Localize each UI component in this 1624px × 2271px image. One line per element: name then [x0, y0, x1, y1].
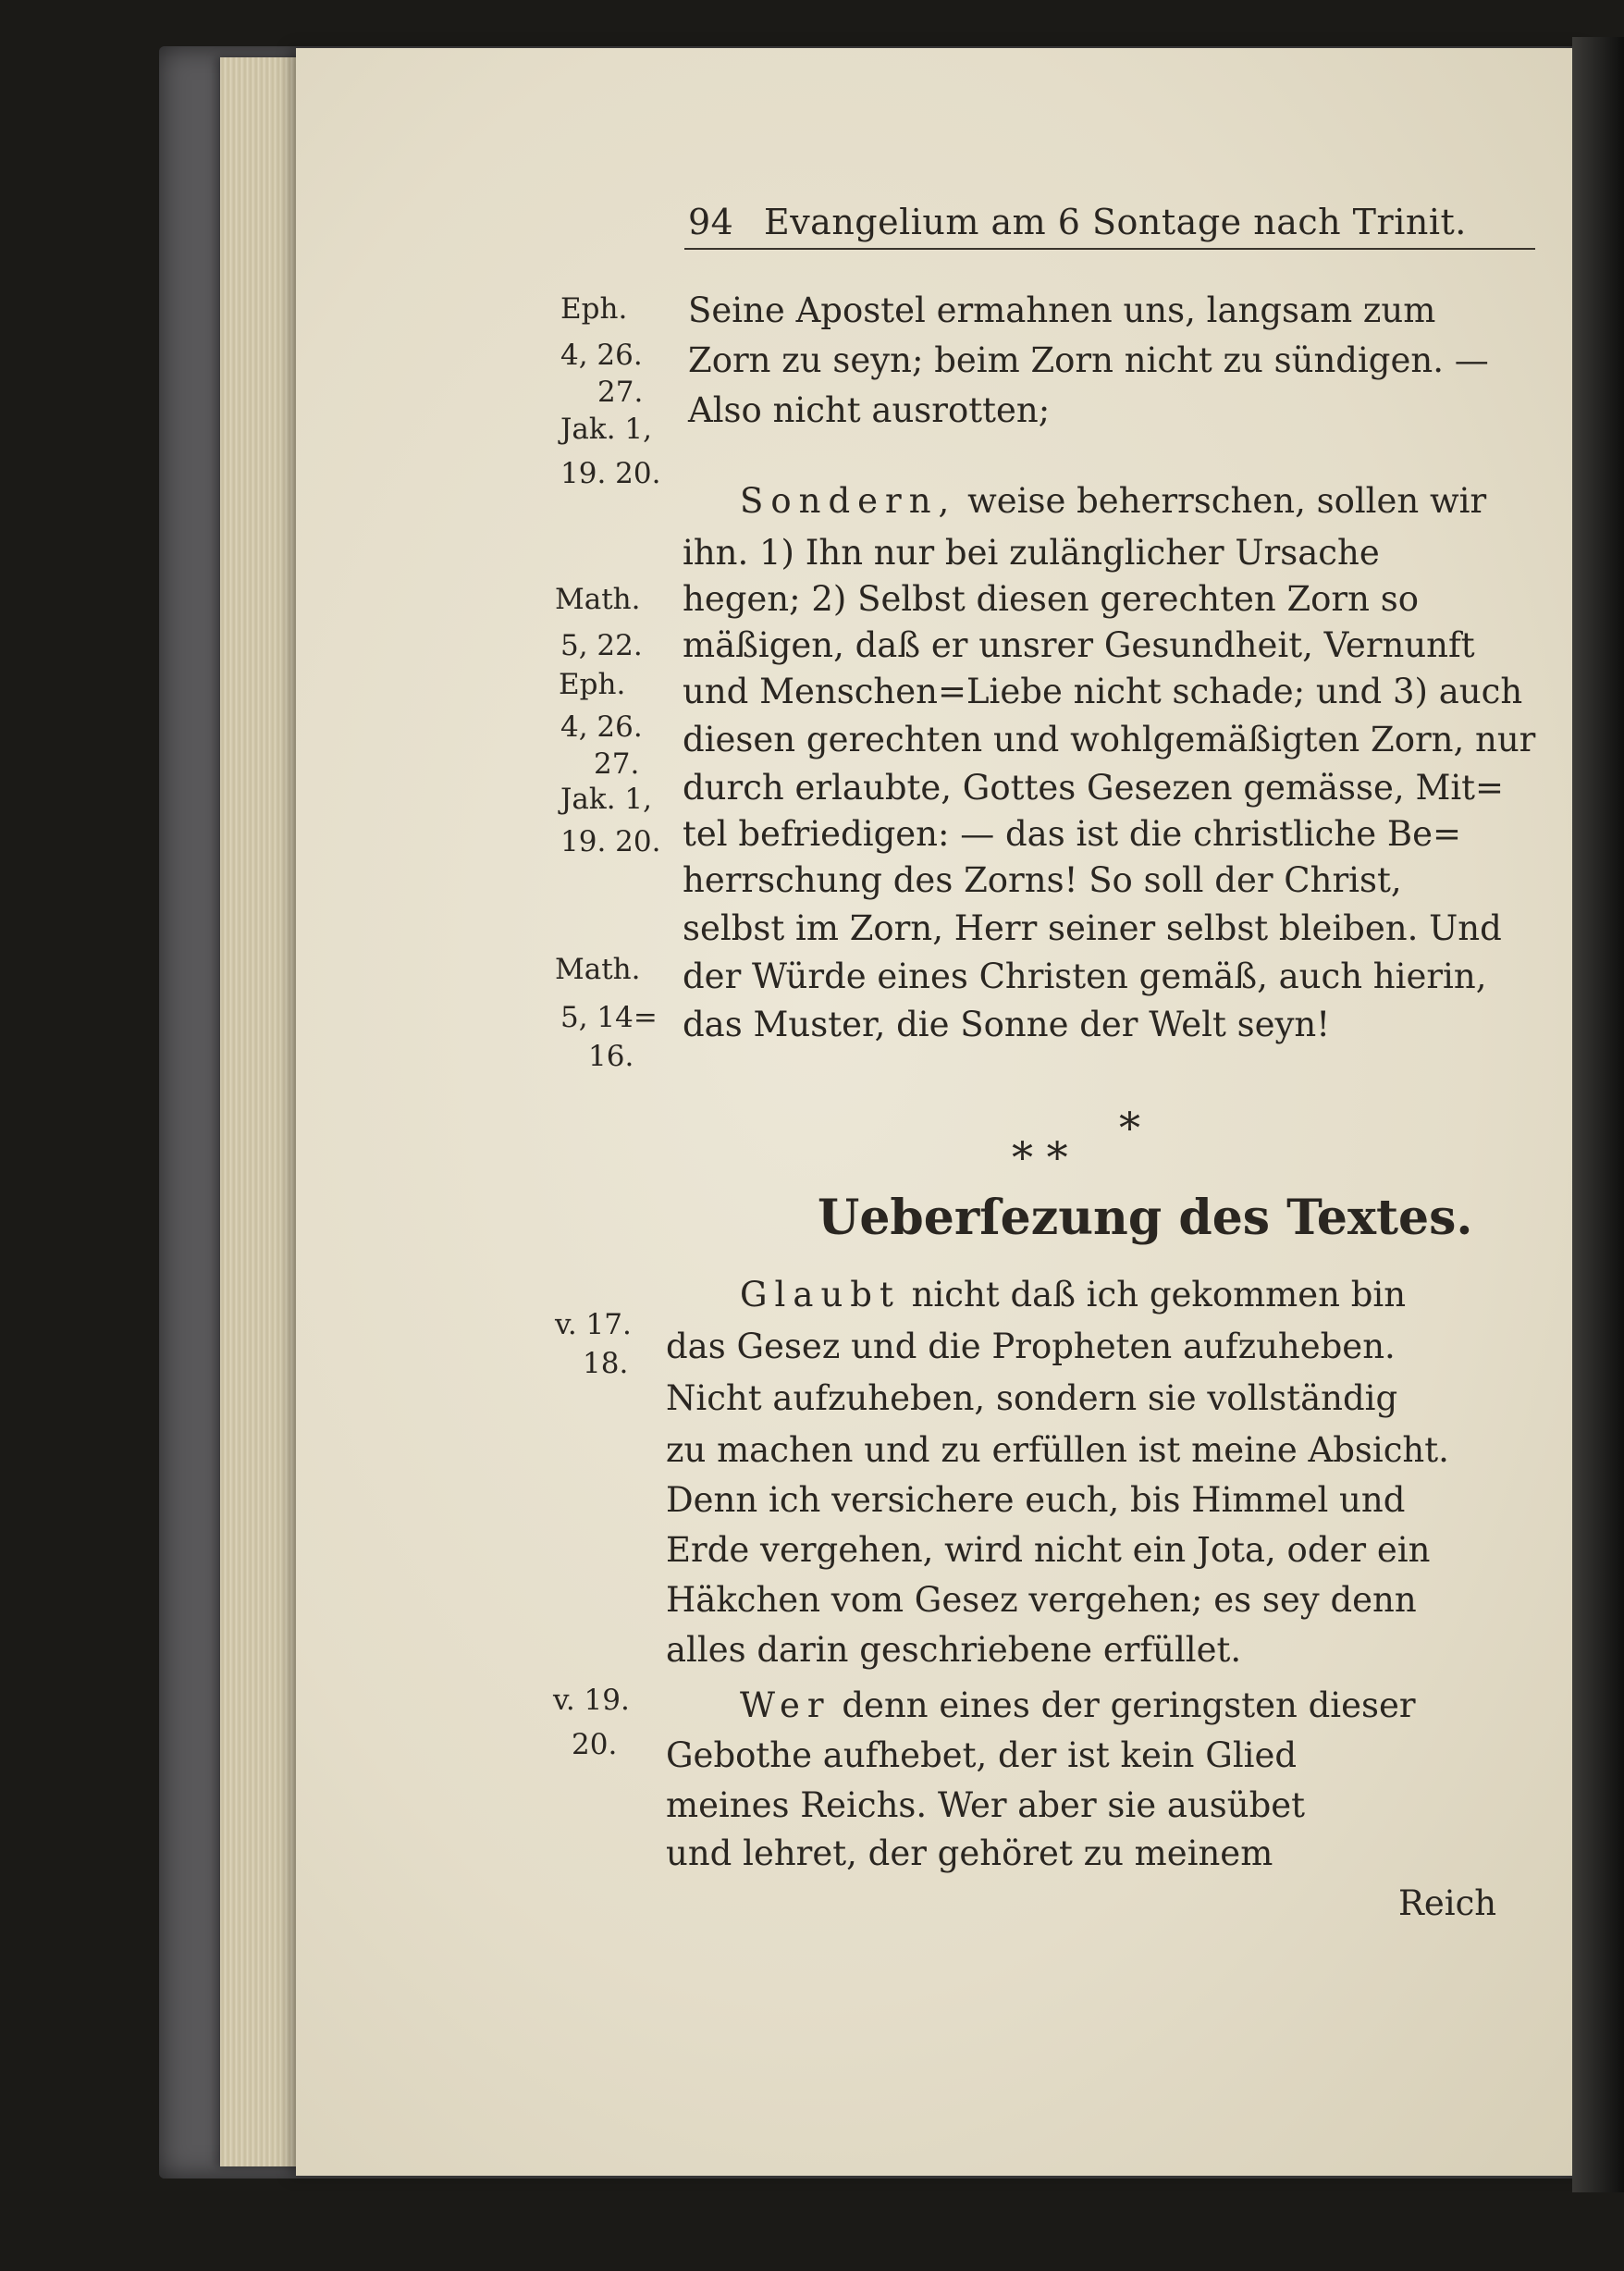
text-line: selbst im Zorn, Herr seiner selbst bleiben. Und [683, 908, 1502, 948]
header-rule [684, 248, 1535, 250]
margin-reference: 19. 20. [560, 825, 661, 858]
text-line: meines Reichs. Wer aber sie ausübet [666, 1785, 1306, 1825]
text-line: Nicht aufzuheben, sondern sie vollständig [666, 1378, 1398, 1418]
margin-reference: Eph. [559, 668, 626, 701]
verse-reference: v. 19. [553, 1684, 630, 1717]
text-line: Häkchen vom Gesez vergehen; es sey denn [666, 1580, 1417, 1620]
text-line: das Gesez und die Propheten aufzuheben. [666, 1327, 1396, 1366]
margin-reference: Jak. 1, [560, 413, 652, 446]
book-gutter [1572, 37, 1624, 2192]
text-line: Seine Apostel ermahnen uns, langsam zum [688, 290, 1436, 330]
text-line: durch erlaubte, Gottes Gesezen gemässe, Mit= [683, 768, 1505, 808]
paragraph-lead: Sondern, [740, 481, 957, 521]
margin-reference: Eph. [560, 292, 628, 326]
verse-lead: Wer [740, 1685, 831, 1725]
text-line: und lehret, der gehöret zu meinem [666, 1833, 1273, 1873]
text-line: Sondern, weise beherrschen, sollen wir [740, 481, 1487, 521]
running-header [688, 202, 1467, 242]
asterisk-separator: * * [1012, 1132, 1068, 1182]
text-line: diesen gerechten und wohlgemäßigten Zorn, nur [683, 720, 1536, 759]
text-line: tel befriedigen: — das ist die christliche Be= [683, 814, 1461, 854]
page-number: 94 [688, 202, 734, 242]
text-line: Gebothe aufhebet, der ist kein Glied [666, 1735, 1298, 1775]
margin-reference: Jak. 1, [560, 783, 652, 816]
text-line: das Muster, die Sonne der Welt seyn! [683, 1005, 1331, 1044]
margin-reference: 5, 14= [560, 1001, 658, 1034]
margin-reference: 16. [588, 1040, 634, 1073]
text-line: Denn ich versichere euch, bis Himmel und [666, 1480, 1406, 1520]
text-line: und Menschen=Liebe nicht schade; und 3) auch [683, 672, 1523, 711]
verse-reference: v. 17. [555, 1308, 632, 1341]
catchword: Reich [1398, 1883, 1497, 1923]
text-line: ihn. 1) Ihn nur bei zulänglicher Ursache [683, 533, 1380, 573]
margin-reference: 5, 22. [560, 629, 643, 662]
text-line: Glaubt nicht daß ich gekommen bin [740, 1275, 1407, 1314]
running-title: Evangelium am 6 Sontage nach Trinit. [763, 202, 1467, 242]
text-line: alles darin geschriebene erfüllet. [666, 1630, 1242, 1670]
text-line: hegen; 2) Selbst diesen gerechten Zorn so [683, 579, 1419, 619]
margin-reference: Math. [555, 583, 641, 616]
text-line: der Würde eines Christen gemäß, auch hierin, [683, 957, 1487, 996]
verse-lead: Glaubt [740, 1275, 901, 1314]
text-line: zu machen und zu erfüllen ist meine Absicht. [666, 1430, 1449, 1470]
margin-reference: Math. [555, 953, 641, 986]
text-line: herrschung des Zorns! So soll der Christ, [683, 860, 1402, 900]
margin-reference: 27. [597, 376, 644, 409]
asterisk-separator: * [1119, 1103, 1140, 1153]
text-line: Also nicht ausrotten; [688, 390, 1051, 430]
text-line: Erde vergehen, wird nicht ein Jota, oder ein [666, 1530, 1431, 1570]
verse-reference: 20. [572, 1728, 618, 1761]
margin-reference: 4, 26. [560, 710, 643, 744]
text-line: Zorn zu seyn; beim Zorn nicht zu sündigen. — [688, 340, 1489, 380]
section-title: Ueberſezung des Textes. [818, 1190, 1473, 1246]
text-line: mäßigen, daß er unsrer Gesundheit, Vernunft [683, 625, 1475, 665]
margin-reference: 27. [594, 747, 640, 781]
margin-reference: 19. 20. [560, 457, 661, 490]
text-line: Wer denn eines der geringsten dieser [740, 1685, 1416, 1725]
verse-reference: 18. [583, 1347, 629, 1380]
margin-reference: 4, 26. [560, 339, 643, 372]
